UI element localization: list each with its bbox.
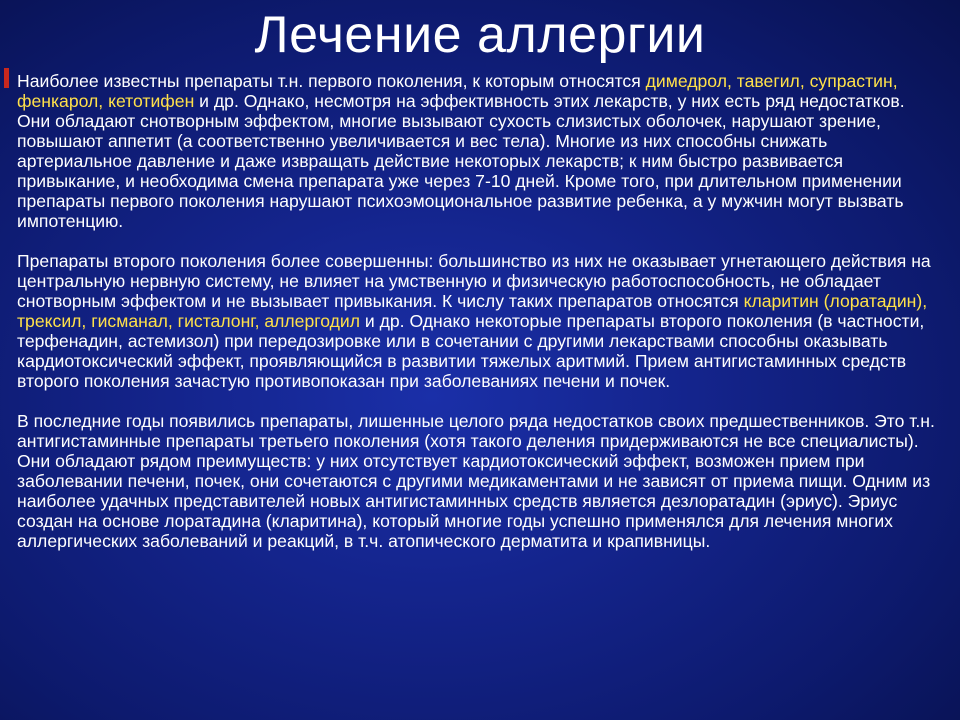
paragraph-body-text: и др. Однако некоторые препараты второго поколения (в частности, терфенадин, астемизол) при передозировке или в сочетании с другими лекарствами способны оказывать кардиотоксический эффект, проявляющийся в развитии тяжелых аритмий. Прием антигистаминных средств второго поколения зачастую противопоказан при заболеваниях печени и почек. (17, 311, 925, 391)
paragraph-second-generation (17, 251, 935, 391)
paragraph-first-generation (17, 71, 935, 231)
paragraph-intro-text: Препараты второго поколения более совершенны: большинство из них не оказывает угнетающего действия на центральную нервную систему, не влияет на умственную и физическую работоспособность, не обладает снотворным эффектом и не вызывает привыкания. К числу таких препаратов относятся (17, 251, 931, 311)
bullet-accent-bar (4, 68, 9, 88)
highlighted-drug-names: кларитин (лоратадин), трексил, гисманал, гисталонг, аллергодил (17, 291, 928, 331)
paragraph-third-generation: В последние годы появились препараты, лишенные целого ряда недостатков своих предшественников. Это т.н. антигистаминные препараты третьего поколения (хотя такого деления придерживаются не все специалисты). Они обладают рядом преимуществ: у них отсутствует кардиотоксический эффект, возможен прием при заболевании печени, почек, они сочетаются с другими медикаментами и не зависят от приема пищи. Одним из наиболее удачных представителей новых антигистаминных средств является дезлоратадин (эриус). Эриус создан на основе лоратадина (кларитина), который многие годы успешно применялся для лечения многих аллергических заболеваний и реакций, в т.ч. атопического дерматита и крапивницы. (17, 411, 935, 551)
highlighted-drug-names: димедрол, тавегил, супрастин, фенкарол, кетотифен (17, 71, 898, 111)
paragraph-intro-text: Наиболее известны препараты т.н. первого поколения, к которым относятся (17, 71, 646, 91)
slide-content (17, 71, 935, 571)
slide-title: Лечение аллергии (254, 6, 706, 64)
paragraph-body-text: и др. Однако, несмотря на эффективность этих лекарств, у них есть ряд недостатков. Они обладают снотворным эффектом, многие вызывают сухость слизистых оболочек, нарушают зрение, повышают аппетит (а соответственно увеличивается и вес тела). Многие из них способны снижать артериальное давление и даже извращать действие некоторых лекарств; к ним быстро развивается привыкание, и необходима смена препарата уже через 7-10 дней. Кроме того, при длительном применении препараты первого поколения нарушают психоэмоциональное развитие ребенка, а у мужчин могут вызвать импотенцию. (17, 91, 905, 231)
